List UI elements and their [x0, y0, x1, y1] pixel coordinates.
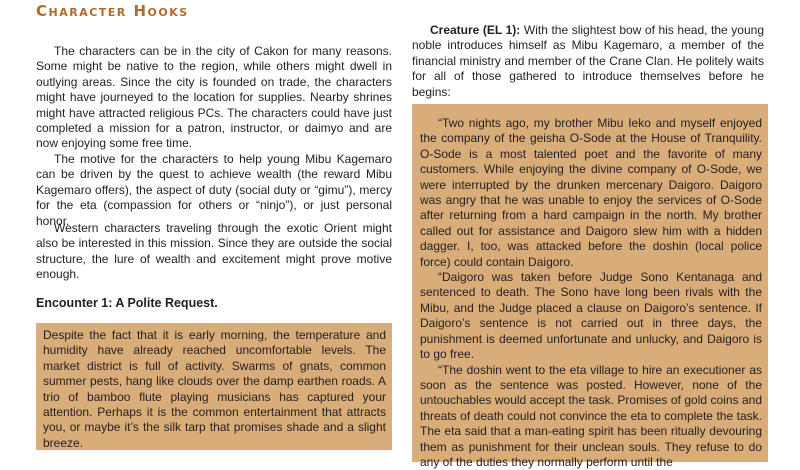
box-text-left: Despite the fact that it is early morning, the temperature and humidity have already reached uncomfortable levels. The market district is full of activity. Swarms of gnats, common summer pests, hang like clouds over the damp earthen roads. A trio of bamboo flute playing musicians has captured your attention. Perhaps it is the common entertainment that attracts you, or maybe it’s the silk tarp that promises shade and a slight breeze.	[43, 328, 386, 451]
hooks-paragraph-1: The characters can be in the city of Cakon for many reasons. Some might be native to the region, while others might dwell in outlying areas. Since the city is founded on trade, the characters might have journeyed to the location for supplies. Nearby shrines might have attracted religious PCs. The characters could have just completed a mission for a patron, instructor, or daimyo and are now enjoying some free time.	[36, 44, 392, 152]
read-aloud-box-right	[412, 104, 768, 462]
box-paragraph-1: “Two nights ago, my brother Mibu Ieko and myself enjoyed the company of the geisha O-Sode at the House of Tranquility. O-Sode is a most talented poet and the favorite of many customers. While enjoying the divine company of O-Sode, we were interrupted by the drunken mercenary Daigoro. Daigoro was angry that he was unable to enjoy the services of O-Sode after returning from a hard campaign in the north. My brother called out for assistance and Daigoro slew him with a hidden dagger. I, too, was attacked before the doshin (local police force) could contain Daigoro.	[420, 116, 762, 270]
creature-text: With the slightest bow of his head, the young noble introduces himself as Mibu Kagemaro, a member of the financial ministry and member of the Crane Clan. He politely waits for all of those gathered to introduce themselves before he begins:	[412, 23, 764, 99]
hooks-paragraph-3: Western characters traveling through the exotic Orient might also be interested in this mission. Since they are outside the social structure, the lure of wealth and excitement might prove motive enough.	[36, 221, 392, 283]
section-heading: Character Hooks	[36, 2, 189, 20]
box-paragraph-3: “The doshin went to the eta village to hire an executioner as soon as the sentence was posted. However, none of the untouchables would accept the task. Promises of gold coins and threats of death could not convince the eta to complete the task. The eta said that a man-eating spirit has been ritually devouring them as punishment for their unclean souls. They refuse to do any of the duties they normally perform until the	[420, 363, 762, 470]
creature-label: Creature (EL 1):	[430, 23, 520, 37]
encounter-heading: Encounter 1: A Polite Request.	[36, 296, 392, 310]
box-paragraph-2: “Daigoro was taken before Judge Sono Kentanaga and sentenced to death. The Sono have long been rivals with the Mibu, and the Judge placed a clause on Daigoro’s sentence. If Daigoro’s sentence is not carried out in three days, the punishment is deemed unfortunate and unlucky, and Daigoro is to go free.	[420, 270, 762, 362]
hooks-paragraph-2: The motive for the characters to help young Mibu Kagemaro can be driven by the quest to achieve wealth (the reward Mibu Kagemaro offers), the aspect of duty (social duty or “gimu”), mercy for the eta (compassion for others or “ninjo”), or just personal honor.	[36, 152, 392, 229]
creature-paragraph	[412, 23, 764, 100]
read-aloud-box-left	[36, 323, 392, 450]
